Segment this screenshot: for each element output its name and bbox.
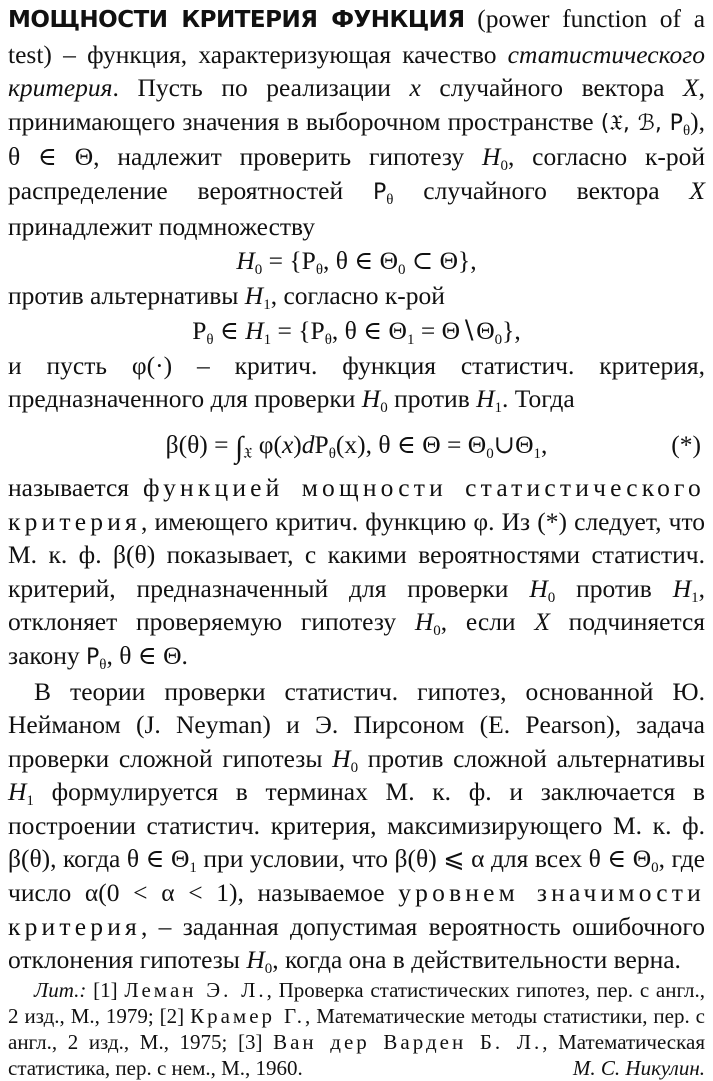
formula-power-function: $\beta(\theta) = \int_𝔛$ $\varphi(x)dP_\theta(x)$, θ ∈ $\Theta = \Theta_0\cup\Theta_1$, (*) bbox=[8, 416, 705, 471]
ref-author-2: Крамер Г. bbox=[190, 1003, 306, 1028]
link-statistical-test[interactable]: статистического критерия bbox=[8, 39, 705, 103]
equation-tag: (*) bbox=[671, 429, 701, 459]
title-english: (power function of a test) bbox=[8, 4, 706, 69]
article-title: МОЩНОСТИ КРИТЕРИЯ ФУНКЦИЯ bbox=[8, 7, 465, 33]
integral-symbol: ∫ bbox=[234, 430, 244, 464]
critical-function-paragraph: и пусть φ(·) – критич. функция статистич. критерия, предназначенного для проверки $H_0$ против $H_1$. Тогда bbox=[8, 350, 705, 417]
formula-h1: $P_\theta$ ∈ $H_1 = \{P_\theta$, θ ∈ $\Theta_1$ = $\Theta∖\Theta_0$}, bbox=[192, 315, 521, 348]
ref-author-1: Леман Э. Л. bbox=[124, 977, 267, 1002]
intro-paragraph: МОЩНОСТИ КРИТЕРИЯ ФУНКЦИЯ (power function of a test) – функция, характеризующая качество статистического критерия. Пусть по реализации x случайного вектора X, принимающего значения в выборочном пространстве (𝔛, ℬ, $P_\theta$), θ ∈ Θ, надлежит проверить гипотезу $H_0$, согласно к-рой распределение вероятностей $P_\theta$ случайного вектора X принадлежит подмножеству bbox=[8, 4, 706, 241]
article-author-signature: М. С. Никулин. bbox=[572, 1055, 705, 1080]
theory-paragraph: В теории проверки статистич. гипотез, основанной Ю. Нейманом (J. Neyman) и Э. Пирсоном (E. Pearson), задача проверки сложной гипотезы $H_0$ против сложной альтернативы $H_1$ формулируется в терминах М. к. ф. и заключается в построении статистич. критерия, максимизирующего М. к. ф. β(θ), когда θ ∈ $\Theta_1$ при условии, что β(θ) ⩽ α для всех θ ∈ $\Theta_0$, где число α(0 < α < 1), называемое уровнем значимости критерия, – заданная допустимая вероятность ошибочного отклонения гипотезы $H_0$, когда она в действительности верна. bbox=[8, 676, 705, 978]
defined-term-significance: уровнем значимости критерия bbox=[8, 878, 705, 941]
definition-paragraph: называется функцией мощности статистического критерия, имеющего критич. функцию φ. Из (*) следует, что М. к. ф. β(θ) показывает, с какими вероятностями статистич. критерий, предназначенный для проверки $H_0$ против $H_1$, отклоняет проверяемую гипотезу $H_0$, если X подчиняется закону $P_\theta$, θ ∈ Θ. bbox=[8, 472, 705, 673]
literature-label: Лит.: bbox=[34, 977, 87, 1002]
literature-references: Лит.: [1] Леман Э. Л., Проверка статистических гипотез, пер. с англ., 2 изд., М., 1979; [2] Крамер Г., Математические методы статистики, пер. с англ., 2 изд., М., 1975; [3] Ван дер Варден Б. Л., Математическая статистика, пер. с нем., М., 1960. М. С. Никулин. bbox=[8, 977, 705, 1080]
defined-term: функцией мощности статистического критерия bbox=[8, 472, 705, 536]
ref-author-3: Ван дер Варден Б. Л. bbox=[273, 1029, 543, 1054]
alternative-line: против альтернативы $H_1$, согласно к-рой bbox=[8, 281, 445, 314]
formula-h0: $H_0 = \{P_\theta$, θ ∈ $\Theta_0$ ⊂ Θ}, bbox=[236, 246, 477, 279]
